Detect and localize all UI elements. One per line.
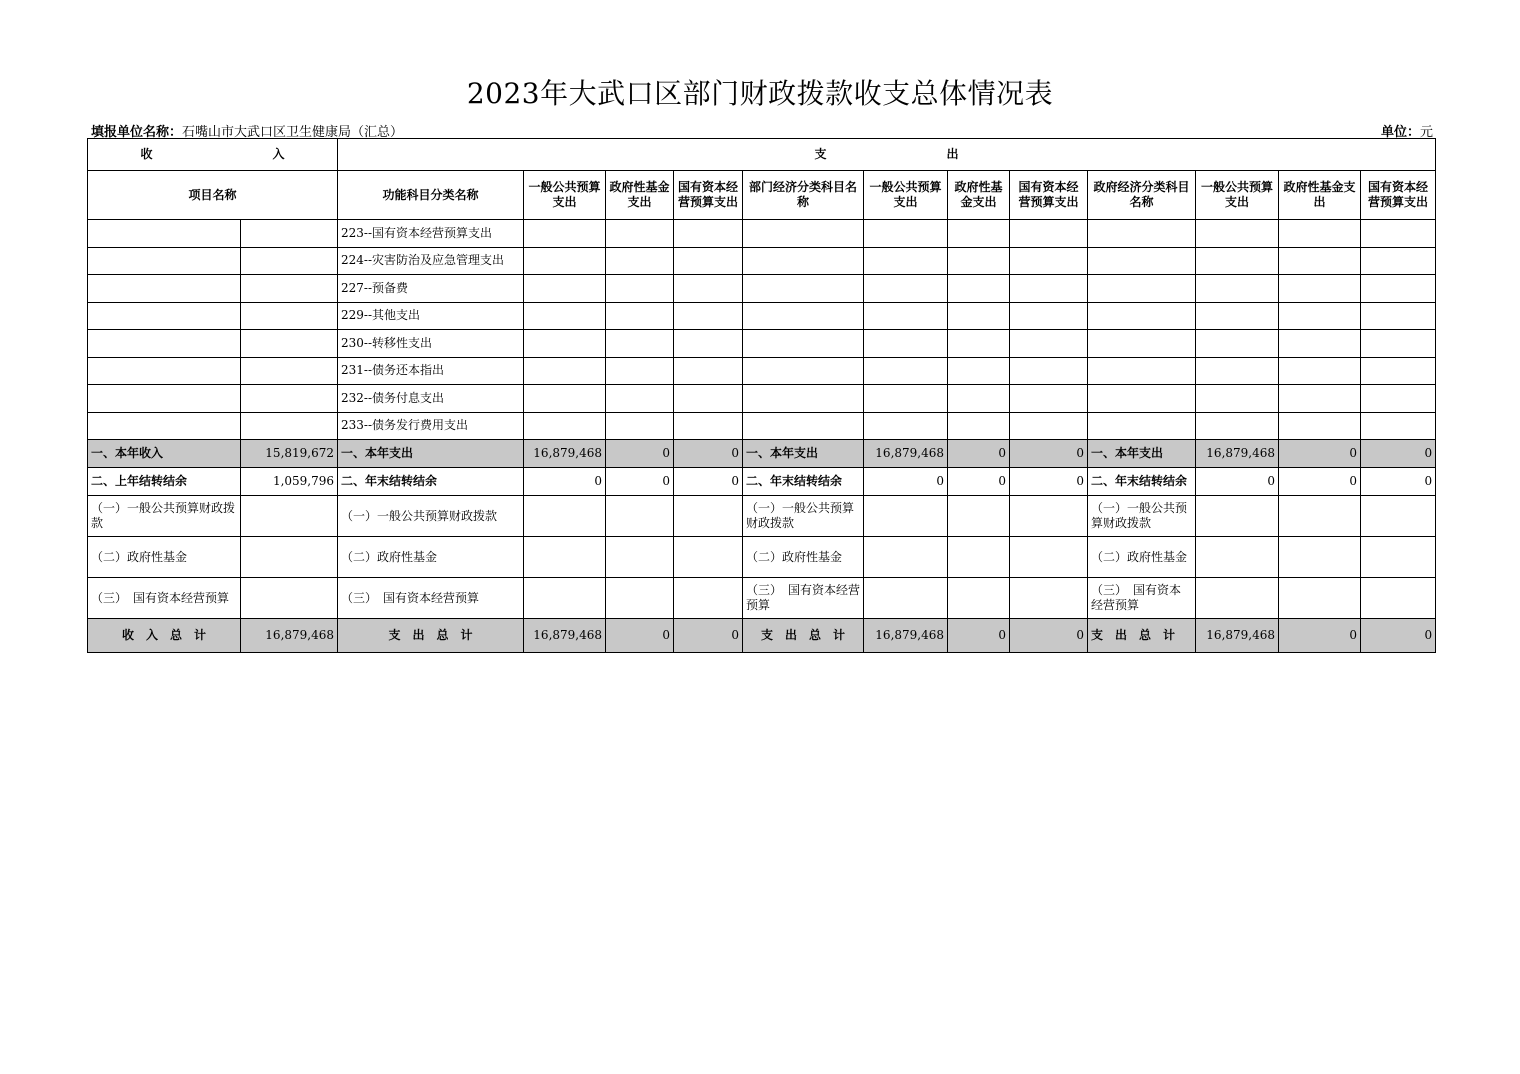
empty-cell: [606, 537, 674, 578]
col-gen-public-2: 一般公共预算支出: [864, 171, 948, 220]
value-cell: 0: [1279, 619, 1361, 653]
reporting-unit-label: 填报单位名称：: [91, 125, 183, 140]
empty-cell: [1010, 220, 1088, 248]
value-cell: 0: [1361, 619, 1436, 653]
empty-cell: [606, 247, 674, 275]
func-row: [88, 302, 1436, 330]
empty-cell: [606, 578, 674, 619]
income-sub-label: （一）一般公共预算财政拨款: [88, 496, 241, 537]
empty-cell: [241, 247, 338, 275]
empty-cell: [524, 412, 606, 440]
value-cell: 0: [524, 468, 606, 496]
empty-cell: [1361, 496, 1436, 537]
carryover-row: [88, 468, 1436, 496]
func-row: [88, 275, 1436, 303]
col-func-name: 功能科目分类名称: [338, 171, 524, 220]
empty-cell: [88, 302, 241, 330]
empty-cell: [88, 247, 241, 275]
empty-cell: [1088, 330, 1196, 358]
empty-cell: [674, 275, 743, 303]
empty-cell: [1279, 275, 1361, 303]
func-name-cell: 224--灾害防治及应急管理支出: [338, 247, 524, 275]
empty-cell: [674, 496, 743, 537]
col-gov-econ: 政府经济分类科目名称: [1088, 171, 1196, 220]
empty-cell: [674, 537, 743, 578]
col-gov-fund-2: 政府性基金支出: [948, 171, 1010, 220]
empty-cell: [743, 275, 864, 303]
func-name-cell: 232--债务付息支出: [338, 385, 524, 413]
empty-cell: [1196, 578, 1279, 619]
empty-cell: [524, 247, 606, 275]
empty-cell: [524, 496, 606, 537]
empty-cell: [241, 496, 338, 537]
empty-cell: [1361, 357, 1436, 385]
empty-cell: [606, 412, 674, 440]
empty-cell: [674, 357, 743, 385]
empty-cell: [606, 357, 674, 385]
empty-cell: [241, 275, 338, 303]
empty-cell: [1279, 385, 1361, 413]
expense-sub-label: （一）一般公共预算财政拨款: [338, 496, 524, 537]
dept-label: 一、本年支出: [743, 440, 864, 468]
func-row: [88, 412, 1436, 440]
empty-cell: [674, 247, 743, 275]
value-cell: 0: [1361, 468, 1436, 496]
empty-cell: [524, 220, 606, 248]
empty-cell: [1010, 247, 1088, 275]
col-dept-econ: 部门经济分类科目名称: [743, 171, 864, 220]
empty-cell: [864, 330, 948, 358]
empty-cell: [1010, 412, 1088, 440]
expense-label: 一、本年支出: [338, 440, 524, 468]
empty-cell: [1088, 247, 1196, 275]
empty-cell: [1279, 537, 1361, 578]
empty-cell: [948, 385, 1010, 413]
dept-sub-label: （二）政府性基金: [743, 537, 864, 578]
func-name-cell: 229--其他支出: [338, 302, 524, 330]
func-row: [88, 357, 1436, 385]
empty-cell: [1088, 275, 1196, 303]
empty-cell: [864, 220, 948, 248]
empty-cell: [88, 357, 241, 385]
empty-cell: [743, 330, 864, 358]
gov-sub-label: （二）政府性基金: [1088, 537, 1196, 578]
empty-cell: [1010, 578, 1088, 619]
gov-label: 二、年末结转结余: [1088, 468, 1196, 496]
empty-cell: [88, 412, 241, 440]
empty-cell: [864, 412, 948, 440]
func-name-cell: 223--国有资本经营预算支出: [338, 220, 524, 248]
empty-cell: [1196, 412, 1279, 440]
empty-cell: [606, 330, 674, 358]
empty-cell: [743, 247, 864, 275]
income-sub-label: （三） 国有资本经营预算: [88, 578, 241, 619]
value-cell: 0: [864, 468, 948, 496]
empty-cell: [1361, 220, 1436, 248]
empty-cell: [241, 385, 338, 413]
empty-cell: [88, 275, 241, 303]
empty-cell: [241, 537, 338, 578]
col-state-capital-3: 国有资本经营预算支出: [1361, 171, 1436, 220]
value-cell: 0: [674, 440, 743, 468]
empty-cell: [524, 537, 606, 578]
current-year-row: [88, 440, 1436, 468]
empty-cell: [1279, 412, 1361, 440]
expense-sub-label: （二）政府性基金: [338, 537, 524, 578]
empty-cell: [743, 302, 864, 330]
empty-cell: [674, 578, 743, 619]
sub-row-general: [88, 496, 1436, 537]
col-state-capital: 国有资本经营预算支出: [674, 171, 743, 220]
header-row-top: [88, 139, 1436, 171]
income-label: 二、上年结转结余: [88, 468, 241, 496]
currency-unit-value: 元: [1419, 125, 1433, 140]
empty-cell: [743, 220, 864, 248]
empty-cell: [1196, 357, 1279, 385]
empty-cell: [524, 302, 606, 330]
income-label: 一、本年收入: [88, 440, 241, 468]
empty-cell: [1010, 357, 1088, 385]
value-cell: 16,879,468: [524, 619, 606, 653]
empty-cell: [1279, 357, 1361, 385]
empty-cell: [606, 385, 674, 413]
empty-cell: [241, 357, 338, 385]
empty-cell: [1279, 302, 1361, 330]
value-cell: 0: [948, 619, 1010, 653]
empty-cell: [948, 496, 1010, 537]
value-cell: 16,879,468: [864, 619, 948, 653]
gov-sub-label: （一）一般公共预算财政拨款: [1088, 496, 1196, 537]
empty-cell: [241, 412, 338, 440]
value-cell: 16,879,468: [864, 440, 948, 468]
value-cell: 0: [948, 468, 1010, 496]
dept-sub-label: （三） 国有资本经营预算: [743, 578, 864, 619]
empty-cell: [864, 357, 948, 385]
value-cell: 0: [674, 619, 743, 653]
empty-cell: [241, 302, 338, 330]
func-row: [88, 330, 1436, 358]
budget-table: [87, 138, 1436, 653]
empty-cell: [1088, 357, 1196, 385]
empty-cell: [1196, 330, 1279, 358]
func-name-cell: 227--预备费: [338, 275, 524, 303]
empty-cell: [606, 302, 674, 330]
empty-cell: [864, 385, 948, 413]
empty-cell: [1088, 385, 1196, 413]
empty-cell: [1196, 496, 1279, 537]
value-cell: 0: [1279, 440, 1361, 468]
empty-cell: [524, 357, 606, 385]
empty-cell: [1196, 247, 1279, 275]
empty-cell: [1196, 220, 1279, 248]
empty-cell: [948, 275, 1010, 303]
value-cell: 0: [1010, 440, 1088, 468]
empty-cell: [864, 275, 948, 303]
value-cell: 0: [1196, 468, 1279, 496]
empty-cell: [674, 302, 743, 330]
value-cell: 0: [1361, 440, 1436, 468]
empty-cell: [88, 220, 241, 248]
empty-cell: [1010, 302, 1088, 330]
empty-cell: [674, 385, 743, 413]
empty-cell: [948, 220, 1010, 248]
income-total-label: 收 入 总 计: [88, 619, 241, 653]
empty-cell: [88, 385, 241, 413]
empty-cell: [1010, 275, 1088, 303]
empty-cell: [948, 537, 1010, 578]
empty-cell: [524, 578, 606, 619]
sub-row-state-capital: [88, 578, 1436, 619]
value-cell: 0: [1010, 619, 1088, 653]
income-value: 1,059,796: [241, 468, 338, 496]
col-gov-fund-3: 政府性基金支出: [1279, 171, 1361, 220]
value-cell: 0: [674, 468, 743, 496]
empty-cell: [864, 302, 948, 330]
empty-cell: [1279, 330, 1361, 358]
expense-header: 支 出: [338, 139, 1436, 171]
empty-cell: [948, 330, 1010, 358]
totals-row: [88, 619, 1436, 653]
empty-cell: [1279, 220, 1361, 248]
value-cell: 16,879,468: [1196, 440, 1279, 468]
income-value: 15,819,672: [241, 440, 338, 468]
col-gov-fund: 政府性基金支出: [606, 171, 674, 220]
empty-cell: [948, 357, 1010, 385]
empty-cell: [864, 496, 948, 537]
empty-cell: [241, 330, 338, 358]
sub-row-gov-fund: [88, 537, 1436, 578]
empty-cell: [864, 537, 948, 578]
empty-cell: [1361, 330, 1436, 358]
empty-cell: [1361, 412, 1436, 440]
value-cell: 16,879,468: [1196, 619, 1279, 653]
value-cell: 0: [1010, 468, 1088, 496]
empty-cell: [1010, 330, 1088, 358]
empty-cell: [1010, 385, 1088, 413]
empty-cell: [1361, 275, 1436, 303]
empty-cell: [524, 385, 606, 413]
header-row-columns: [88, 171, 1436, 220]
empty-cell: [1279, 578, 1361, 619]
empty-cell: [1279, 496, 1361, 537]
empty-cell: [864, 578, 948, 619]
empty-cell: [948, 302, 1010, 330]
empty-cell: [1196, 385, 1279, 413]
empty-cell: [743, 412, 864, 440]
empty-cell: [241, 578, 338, 619]
dept-total-label: 支 出 总 计: [743, 619, 864, 653]
gov-total-label: 支 出 总 计: [1088, 619, 1196, 653]
empty-cell: [743, 357, 864, 385]
value-cell: 16,879,468: [524, 440, 606, 468]
gov-label: 一、本年支出: [1088, 440, 1196, 468]
empty-cell: [1010, 537, 1088, 578]
income-total-value: 16,879,468: [241, 619, 338, 653]
expense-label: 二、年末结转结余: [338, 468, 524, 496]
empty-cell: [1088, 302, 1196, 330]
empty-cell: [674, 412, 743, 440]
func-row: [88, 220, 1436, 248]
income-sub-label: （二）政府性基金: [88, 537, 241, 578]
value-cell: 0: [606, 619, 674, 653]
col-gen-public-3: 一般公共预算支出: [1196, 171, 1279, 220]
empty-cell: [1279, 247, 1361, 275]
reporting-unit-value: 石嘴山市大武口区卫生健康局（汇总）: [182, 125, 404, 140]
gov-sub-label: （三） 国有资本经营预算: [1088, 578, 1196, 619]
empty-cell: [1361, 247, 1436, 275]
func-row: [88, 385, 1436, 413]
empty-cell: [948, 247, 1010, 275]
func-name-cell: 233--债务发行费用支出: [338, 412, 524, 440]
func-name-cell: 231--债务还本指出: [338, 357, 524, 385]
empty-cell: [674, 220, 743, 248]
empty-cell: [1196, 275, 1279, 303]
empty-cell: [606, 496, 674, 537]
empty-cell: [524, 330, 606, 358]
empty-cell: [606, 275, 674, 303]
empty-cell: [1361, 385, 1436, 413]
empty-cell: [1361, 578, 1436, 619]
value-cell: 0: [948, 440, 1010, 468]
empty-cell: [1088, 412, 1196, 440]
empty-cell: [864, 247, 948, 275]
dept-sub-label: （一）一般公共预算财政拨款: [743, 496, 864, 537]
empty-cell: [241, 220, 338, 248]
empty-cell: [88, 330, 241, 358]
empty-cell: [1010, 496, 1088, 537]
empty-cell: [1361, 302, 1436, 330]
currency-unit-label: 单位：: [1380, 125, 1420, 140]
col-gen-public: 一般公共预算支出: [524, 171, 606, 220]
empty-cell: [1088, 220, 1196, 248]
empty-cell: [948, 412, 1010, 440]
page-title: 2023年大武口区部门财政拨款收支总体情况表: [466, 77, 1054, 110]
func-row: [88, 247, 1436, 275]
empty-cell: [948, 578, 1010, 619]
col-state-capital-2: 国有资本经营预算支出: [1010, 171, 1088, 220]
dept-label: 二、年末结转结余: [743, 468, 864, 496]
value-cell: 0: [1279, 468, 1361, 496]
col-item-name: 项目名称: [88, 171, 338, 220]
empty-cell: [674, 330, 743, 358]
empty-cell: [743, 385, 864, 413]
empty-cell: [524, 275, 606, 303]
func-name-cell: 230--转移性支出: [338, 330, 524, 358]
value-cell: 0: [606, 440, 674, 468]
empty-cell: [1196, 537, 1279, 578]
empty-cell: [1361, 537, 1436, 578]
value-cell: 0: [606, 468, 674, 496]
income-header: 收 入: [88, 139, 338, 171]
empty-cell: [606, 220, 674, 248]
expense-total-label: 支 出 总 计: [338, 619, 524, 653]
empty-cell: [1196, 302, 1279, 330]
expense-sub-label: （三） 国有资本经营预算: [338, 578, 524, 619]
